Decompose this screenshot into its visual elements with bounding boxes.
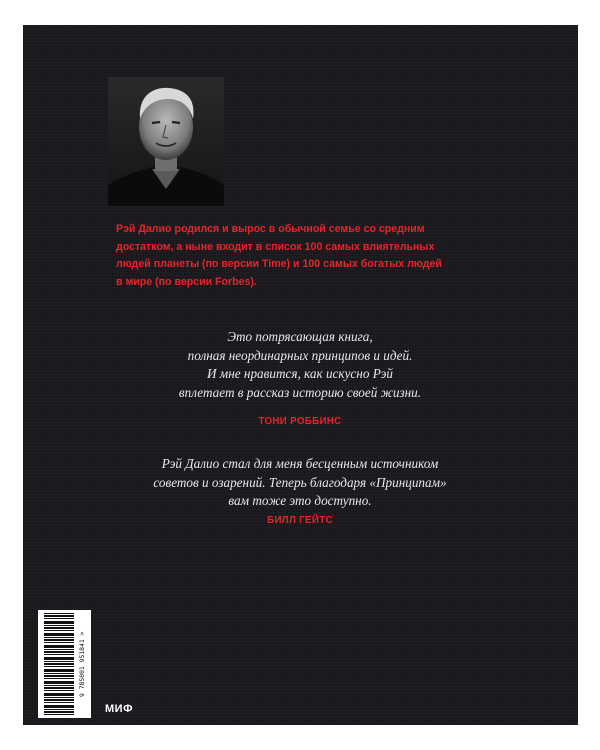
author-bio (116, 221, 496, 291)
author-photo (108, 77, 224, 206)
bio-line: достатком, а ныне входит в список 100 самых влиятельных (116, 240, 435, 253)
quote-author-robbins: ТОНИ РОББИНС (258, 416, 342, 427)
quote-line: Это потрясающая книга, (227, 329, 373, 344)
bio-line: Рэй Далио родился и вырос в обычной семье со средним (116, 223, 425, 235)
bio-line: в мире (по версии Forbes). (116, 275, 257, 288)
bio-line: людей планеты (по версии Time) и 100 самых богатых людей (116, 258, 442, 271)
quote-line: вам тоже это доступно. (228, 493, 372, 508)
quote-line: полная неординарных принципов и идей. (187, 347, 413, 363)
quote-line: И мне нравится, как искусно Рэй (206, 366, 393, 381)
barcode-bars (44, 613, 74, 715)
quote-author-gates: БИЛЛ ГЕЙТС (267, 515, 333, 526)
publisher-logo: МИФ (105, 703, 133, 715)
isbn-number: 9 785001 951841 > (78, 631, 86, 697)
isbn-barcode (38, 610, 91, 718)
quote-line: Рэй Далио стал для меня бесценным источником (161, 456, 439, 471)
quote-line: вплетает в рассказ историю своей жизни. (178, 384, 422, 400)
review-quote-robbins (0, 328, 600, 402)
quote-line: советов и озарений. Теперь благодаря «Принципам» (153, 474, 447, 490)
review-quote-gates (0, 455, 600, 511)
